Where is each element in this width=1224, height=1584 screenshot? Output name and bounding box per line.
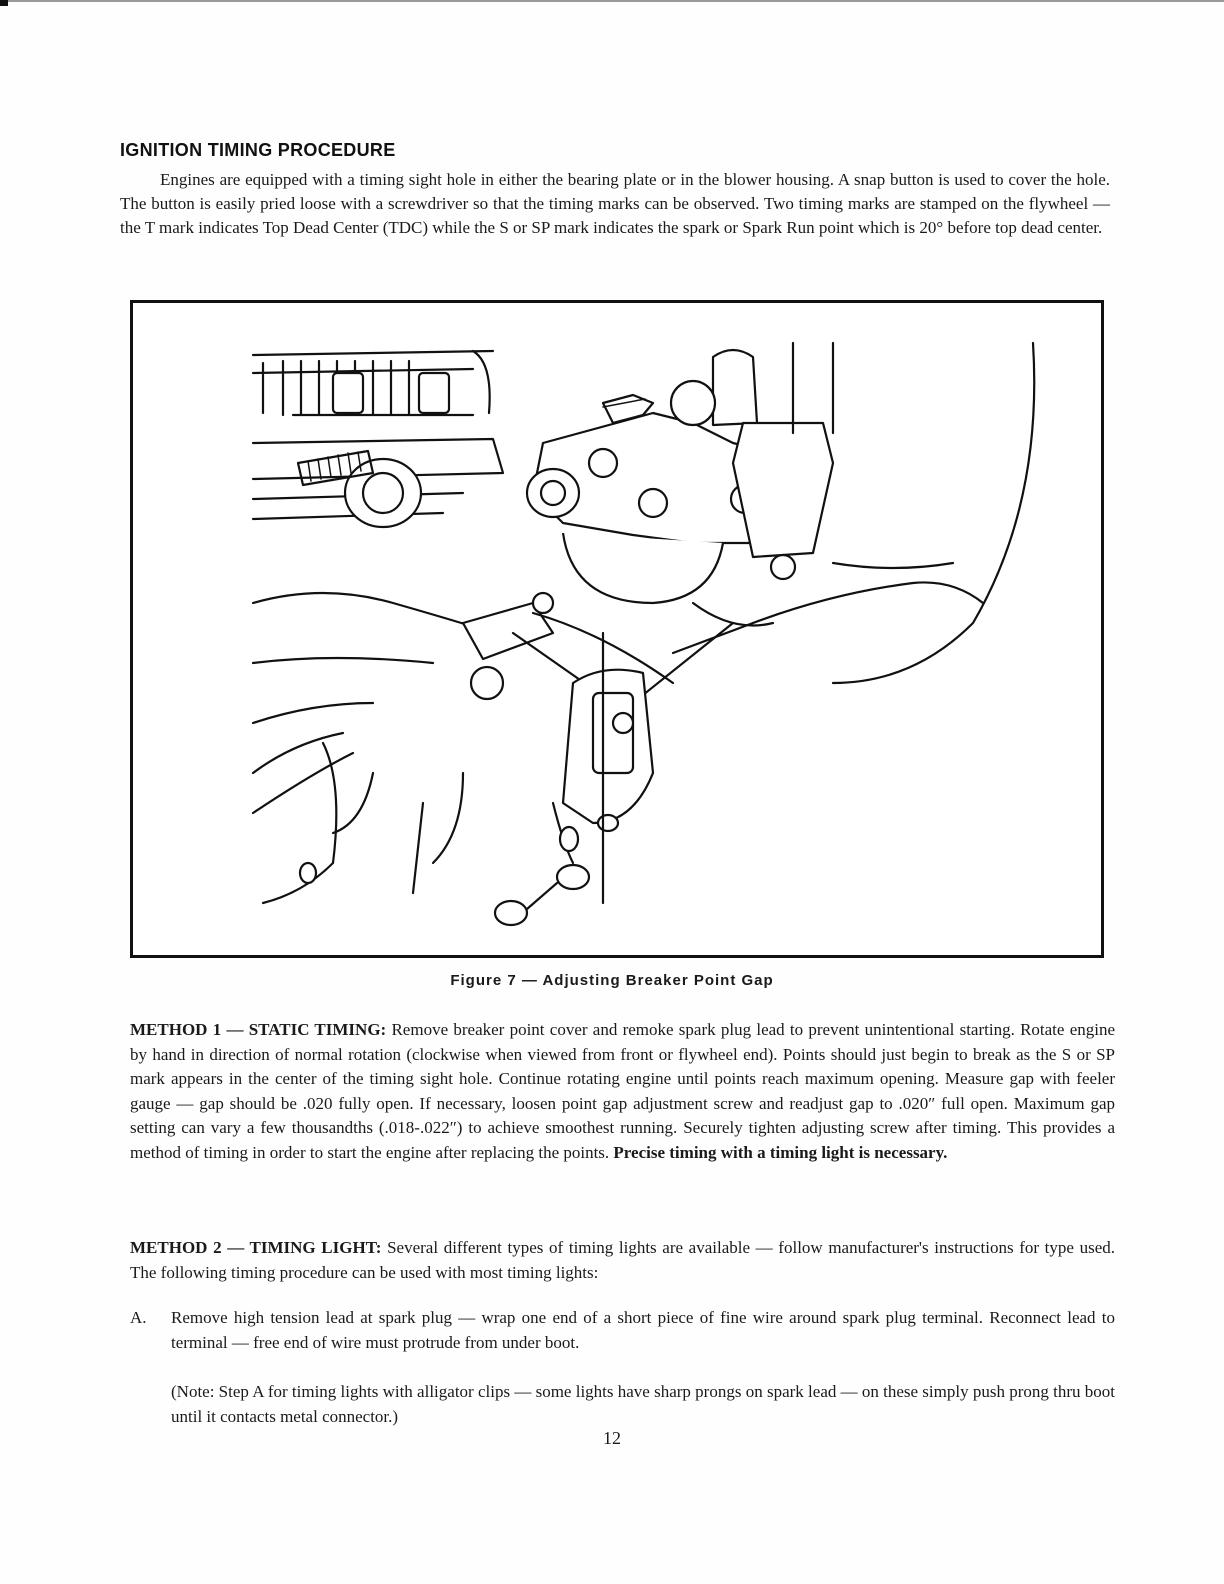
figure-caption: Figure 7 — Adjusting Breaker Point Gap xyxy=(450,972,774,989)
breaker-points xyxy=(553,633,653,903)
engine-block xyxy=(253,439,503,527)
step-a-text: Remove high tension lead at spark plug — wrap one end of a short piece of fine wire around spark plug terminal. Reconnect lead to terminal — free end of wire must protrude from under boot. xyxy=(171,1308,1115,1352)
cylinder-fins xyxy=(253,351,493,415)
intro-paragraph: Engines are equipped with a timing sight hole in either the bearing plate or in the blower housing. A snap button is used to cover the hole. The button is easily pried loose with a screwdriver so that the timing marks can be observed. Two timing marks are stamped on the flywheel — the T mark indicates Top Dead Center (TDC) while the S or SP mark indicates the spark or Spark Run point which is 20° before top dead center. xyxy=(120,170,1110,237)
corner-mark xyxy=(0,0,8,6)
figure-7-frame xyxy=(130,300,1104,958)
method-2-label: METHOD 2 — TIMING LIGHT: xyxy=(130,1238,382,1257)
method-2-text: Several different types of timing lights are available — follow manufacturer's instructions for type used. The following timing procedure can be used with most timing lights: xyxy=(130,1238,1115,1282)
top-edge-rule xyxy=(0,0,1224,2)
method-1-label: METHOD 1 — STATIC TIMING: xyxy=(130,1020,387,1039)
page-number: 12 xyxy=(603,1428,621,1448)
method-1-paragraph xyxy=(130,1018,1115,1165)
step-a-note: (Note: Step A for timing lights with alligator clips — some lights have sharp prongs on spark lead — on these simply push prong thru boot until it contacts metal connector.) xyxy=(171,1382,1115,1426)
method-1-emphasis: Precise timing with a timing light is necessary. xyxy=(613,1142,948,1162)
flywheel-housing xyxy=(263,743,463,903)
step-a-letter: A. xyxy=(130,1308,147,1327)
method-2-paragraph xyxy=(130,1236,1115,1285)
section-heading: IGNITION TIMING PROCEDURE xyxy=(120,140,396,160)
method-1-text: Remove breaker point cover and remoke spark plug lead to prevent unintentional starting. Rotate engine by hand in direction of normal rotation (clockwise when viewed from front or flywheel end). Points should just begin to break as the S or SP mark appears in the center of the timing sight hole. Continue rotating engine until points reach maximum opening. Measure gap with feeler gauge — gap should be .020 fully open. If necessary, loosen point gap adjustment screw and readjust gap to .020″ full open. Maximum gap setting can vary a few thousandths (.018-.022″) to achieve smoothest running. Securely tighten adjusting screw after timing. This provides a method of timing in order to start the engine after replacing the points. xyxy=(130,1020,1116,1162)
breaker-point-illustration xyxy=(133,303,1101,955)
